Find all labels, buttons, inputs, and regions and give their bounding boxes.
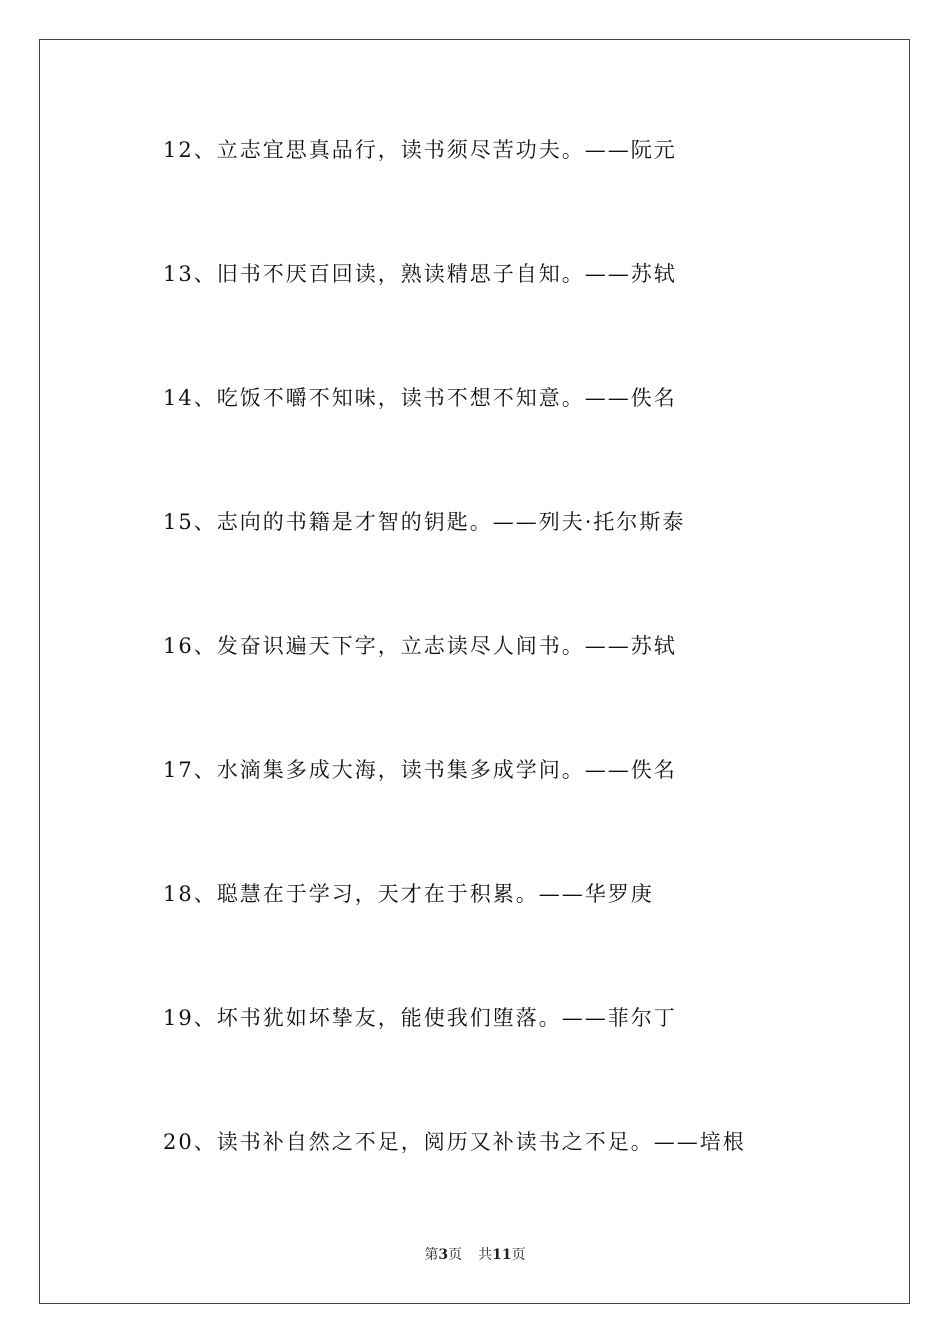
quote-number: 15、 (163, 510, 217, 534)
quote-number: 17、 (163, 758, 217, 782)
quote-text: 立志宜思真品行，读书须尽苦功夫。——阮元 (216, 138, 677, 162)
quote-text: 聪慧在于学习，天才在于积累。——华罗庚 (216, 882, 654, 906)
quote-number: 14、 (163, 386, 217, 410)
quote-number: 18、 (163, 882, 217, 906)
quote-text: 坏书犹如坏挚友，能使我们堕落。——菲尔丁 (216, 1006, 677, 1030)
total-pages: 11 (492, 1247, 512, 1263)
quote-number: 12、 (163, 138, 217, 162)
page-prefix: 第 (424, 1247, 439, 1263)
quote-item (163, 1126, 746, 1250)
quote-number: 20、 (163, 1130, 217, 1154)
page-suffix: 页 (448, 1247, 463, 1263)
quote-item (163, 878, 746, 1002)
quote-item (163, 382, 746, 506)
page-footer (0, 1245, 950, 1265)
quote-text: 旧书不厌百回读，熟读精思子自知。——苏轼 (216, 262, 677, 286)
quote-text: 发奋识遍天下字，立志读尽人间书。——苏轼 (216, 634, 677, 658)
quote-item (163, 1002, 746, 1126)
quote-number: 19、 (163, 1006, 217, 1030)
total-suffix: 页 (511, 1247, 526, 1263)
quote-text: 读书补自然之不足，阅历又补读书之不足。——培根 (216, 1130, 746, 1154)
quote-item (163, 506, 746, 630)
quote-text: 吃饭不嚼不知味，读书不想不知意。——佚名 (216, 386, 677, 410)
quote-item (163, 258, 746, 382)
quote-number: 16、 (163, 634, 217, 658)
quote-item (163, 754, 746, 878)
quote-item (163, 134, 746, 258)
quote-text: 志向的书籍是才智的钥匙。——列夫·托尔斯泰 (216, 510, 686, 534)
quote-number: 13、 (163, 262, 217, 286)
quote-list (163, 134, 746, 1250)
total-prefix: 共 (478, 1247, 493, 1263)
quote-text: 水滴集多成大海，读书集多成学问。——佚名 (216, 758, 677, 782)
page-number: 3 (438, 1247, 449, 1263)
quote-item (163, 630, 746, 754)
